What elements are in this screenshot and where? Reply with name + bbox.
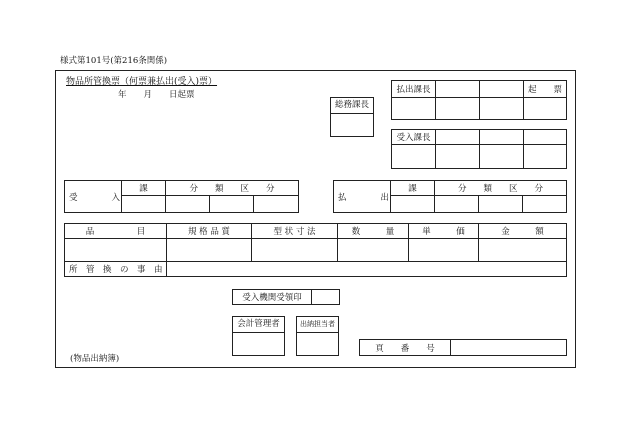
items-header-cell: 型 状 寸 法 (252, 224, 338, 239)
payout-class-cell (435, 196, 479, 213)
general-manager-label: 総務課長 (331, 98, 373, 114)
payout-classification-label: 分 類 区 分 (435, 181, 567, 196)
items-header-cell: 品 目 (65, 224, 167, 239)
date-line: 年 月 日起票 (118, 90, 195, 100)
officer-label: 出納担当者 (297, 317, 338, 333)
payout-class-cell (479, 196, 523, 213)
approval-cell (436, 98, 480, 120)
items-cell (338, 239, 409, 262)
receive-class-cell (254, 196, 299, 213)
receive-class-cell (166, 196, 210, 213)
form-number: 様式第101号(第216条関係) (60, 56, 168, 66)
items-header-cell: 金 額 (479, 224, 567, 239)
page-number-label: 頁 番 号 (360, 340, 451, 356)
receive-class-cell (210, 196, 254, 213)
accountant-label: 会計管理者 (233, 317, 284, 333)
page-number-cell (451, 340, 567, 356)
items-table (64, 223, 567, 277)
payout-approval-table (391, 80, 567, 120)
receive-seal-cell (312, 290, 340, 305)
payout-label: 払 出 (334, 181, 391, 213)
approval-cell (436, 81, 480, 98)
approval-cell (480, 145, 524, 169)
receive-seal-table (232, 289, 340, 305)
approval-cell (436, 145, 480, 169)
origin-label: 起 票 (524, 81, 567, 98)
items-cell (479, 239, 567, 262)
accountant-box (232, 316, 285, 356)
page-number-table (359, 339, 567, 356)
payout-section-table (333, 180, 567, 213)
approval-cell (392, 98, 436, 120)
items-cell (252, 239, 338, 262)
approval-cell (524, 145, 567, 169)
reason-label: 所 管 換 の 事 由 (65, 262, 167, 277)
receive-dept-cell (122, 196, 166, 213)
items-cell (409, 239, 479, 262)
approval-cell (480, 98, 524, 120)
approval-cell (436, 130, 480, 145)
reason-cell (167, 262, 567, 277)
approval-cell (524, 98, 567, 120)
receive-approval-table (391, 129, 567, 169)
items-header-cell: 数 量 (338, 224, 409, 239)
items-cell (65, 239, 167, 262)
approval-cell (524, 130, 567, 145)
approval-cell (480, 130, 524, 145)
approval-cell (392, 145, 436, 169)
items-cell (167, 239, 252, 262)
receive-section-table (64, 180, 299, 213)
payout-dept-label: 課 (391, 181, 435, 196)
items-header-cell: 単 価 (409, 224, 479, 239)
form-title: 物品所管換票（何票兼払出(受入)票） (66, 77, 218, 87)
payout-manager-label: 払出課長 (392, 81, 436, 98)
receive-label: 受 入 (65, 181, 122, 213)
payout-dept-cell (391, 196, 435, 213)
receive-classification-label: 分 類 区 分 (166, 181, 299, 196)
receive-seal-label: 受入機関受領印 (233, 290, 312, 305)
receive-manager-label: 受入課長 (392, 130, 436, 145)
payout-class-cell (523, 196, 567, 213)
general-manager-box (330, 97, 374, 137)
approval-cell (480, 81, 524, 98)
items-header-cell: 規 格 品 質 (167, 224, 252, 239)
receive-dept-label: 課 (122, 181, 166, 196)
footer-note: (物品出納簿) (70, 354, 120, 364)
officer-box (296, 316, 339, 356)
